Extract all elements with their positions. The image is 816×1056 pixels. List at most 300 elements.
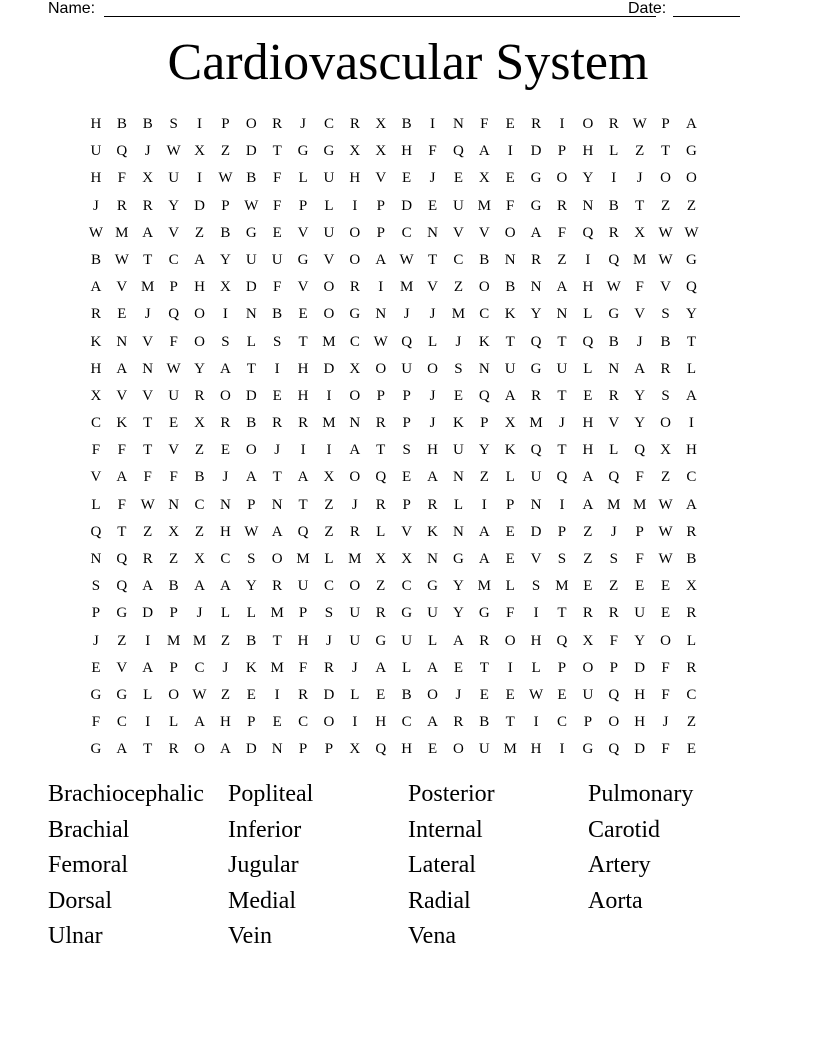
grid-letter: J <box>662 714 669 731</box>
grid-letter: D <box>634 741 646 758</box>
grid-letter: I <box>145 632 151 649</box>
grid-letter: U <box>582 686 594 703</box>
grid-letter: O <box>427 360 438 377</box>
grid-letter: L <box>583 360 593 377</box>
grid-letter: H <box>582 143 594 160</box>
grid-letter: O <box>323 306 335 323</box>
grid-letter: W <box>684 224 699 241</box>
grid-letter: X <box>504 415 516 432</box>
grid-letter: Z <box>686 197 697 214</box>
grid-letter: X <box>219 279 231 296</box>
grid-letter: R <box>142 197 153 214</box>
word-list-item: Jugular <box>228 852 299 879</box>
grid-row <box>83 277 731 304</box>
grid-letter: R <box>298 415 309 432</box>
grid-letter: T <box>272 632 282 649</box>
grid-letter: B <box>608 197 619 214</box>
grid-letter: U <box>452 442 464 459</box>
grid-letter: J <box>559 415 565 432</box>
grid-letter: B <box>246 170 257 187</box>
word-list-item: Aorta <box>588 887 643 914</box>
grid-row <box>83 141 731 168</box>
grid-letter: H <box>686 442 697 459</box>
grid-letter: G <box>323 143 335 160</box>
grid-letter: N <box>142 360 154 377</box>
grid-letter: A <box>116 741 128 758</box>
grid-letter: H <box>219 714 231 731</box>
grid-letter: R <box>168 741 179 758</box>
grid-letter: R <box>608 605 619 622</box>
grid-row <box>83 576 731 603</box>
grid-letter: P <box>247 714 256 731</box>
grid-letter: U <box>323 170 335 187</box>
grid-letter: R <box>375 415 386 432</box>
grid-letter: Z <box>169 551 179 567</box>
grid-letter: N <box>271 741 283 758</box>
grid-letter: U <box>478 741 490 758</box>
grid-letter: I <box>559 496 565 513</box>
word-list-item: Lateral <box>408 852 476 879</box>
grid-letter: Z <box>583 551 593 567</box>
grid-letter: L <box>531 659 541 676</box>
grid-row <box>83 359 731 386</box>
grid-letter: A <box>271 523 283 540</box>
grid-letter: M <box>477 578 491 595</box>
grid-letter: M <box>399 279 414 296</box>
grid-letter: T <box>686 333 697 350</box>
grid-letter: B <box>142 116 153 132</box>
grid-row <box>83 467 731 494</box>
grid-letter: A <box>194 714 205 731</box>
grid-letter: J <box>429 306 436 323</box>
grid-letter: Y <box>530 306 542 323</box>
grid-letter: R <box>194 387 205 404</box>
grid-letter: J <box>93 197 99 214</box>
grid-letter: P <box>298 741 308 758</box>
grid-letter: Q <box>608 686 620 703</box>
grid-letter: I <box>559 116 565 132</box>
grid-letter: C <box>90 415 101 432</box>
name-label: Name: <box>48 0 96 17</box>
grid-letter: I <box>507 143 513 160</box>
grid-letter: N <box>116 333 128 350</box>
grid-letter: A <box>686 116 697 132</box>
grid-letter: L <box>91 496 101 513</box>
grid-letter: U <box>401 360 413 377</box>
grid-letter: V <box>452 224 464 241</box>
grid-letter: O <box>245 116 257 132</box>
grid-letter: S <box>609 551 618 567</box>
grid-letter: V <box>116 387 128 404</box>
grid-letter: P <box>635 523 644 540</box>
grid-letter: N <box>427 551 438 567</box>
grid-letter: P <box>247 496 256 513</box>
grid-letter: B <box>90 251 101 268</box>
grid-letter: Q <box>686 279 697 296</box>
grid-letter: L <box>686 360 697 377</box>
grid-letter: H <box>297 387 309 404</box>
grid-letter: F <box>661 741 670 758</box>
grid-letter: T <box>143 442 153 459</box>
grid-letter: R <box>349 279 360 296</box>
grid-letter: E <box>169 415 179 432</box>
grid-letter: X <box>349 741 361 758</box>
grid-letter: Q <box>582 333 594 350</box>
grid-letter: Q <box>116 578 128 595</box>
grid-letter: A <box>427 714 438 731</box>
grid-row <box>83 332 731 359</box>
grid-letter: O <box>349 578 361 595</box>
grid-letter: E <box>479 686 489 703</box>
grid-letter: R <box>272 116 283 132</box>
grid-letter: W <box>218 170 233 187</box>
grid-letter: Y <box>245 578 257 595</box>
grid-letter: J <box>326 632 332 649</box>
grid-letter: A <box>219 578 231 595</box>
grid-letter: G <box>349 306 361 323</box>
grid-letter: B <box>220 224 231 241</box>
grid-letter: U <box>245 251 257 268</box>
grid-letter: A <box>349 442 361 459</box>
grid-letter: F <box>609 632 618 649</box>
grid-letter: E <box>402 469 412 486</box>
grid-letter: F <box>428 143 437 160</box>
grid-letter: L <box>686 632 697 649</box>
grid-letter: V <box>634 306 646 323</box>
grid-letter: K <box>90 333 102 350</box>
date-field[interactable] <box>673 16 740 17</box>
grid-letter: F <box>506 197 515 214</box>
grid-letter: E <box>272 387 282 404</box>
grid-letter: S <box>324 605 334 622</box>
grid-letter: V <box>116 279 128 296</box>
grid-letter: O <box>323 714 335 731</box>
grid-letter: Y <box>634 387 646 404</box>
grid-letter: G <box>452 551 464 567</box>
grid-row <box>83 685 731 712</box>
grid-letter: E <box>427 741 438 758</box>
name-field[interactable] <box>104 16 656 17</box>
grid-letter: X <box>168 523 180 540</box>
grid-letter: O <box>349 469 361 486</box>
grid-letter: U <box>530 469 542 486</box>
grid-letter: N <box>530 279 542 296</box>
grid-letter: N <box>219 496 231 513</box>
grid-row <box>83 223 731 250</box>
grid-letter: F <box>117 496 126 513</box>
grid-letter: U <box>349 632 361 649</box>
grid-letter: I <box>326 442 332 459</box>
grid-letter: P <box>480 415 489 432</box>
grid-letter: G <box>427 578 438 595</box>
grid-letter: I <box>481 496 487 513</box>
grid-letter: A <box>452 632 464 649</box>
grid-letter: T <box>272 469 282 486</box>
grid-letter: I <box>430 116 436 132</box>
grid-letter: B <box>168 578 179 595</box>
grid-letter: P <box>298 197 308 214</box>
grid-letter: B <box>272 306 283 323</box>
grid-letter: U <box>634 605 646 622</box>
grid-letter: V <box>116 659 128 676</box>
grid-letter: Z <box>376 578 386 595</box>
grid-letter: H <box>194 279 205 296</box>
grid-letter: M <box>477 197 491 214</box>
word-list-item: Radial <box>408 887 471 914</box>
grid-letter: N <box>556 306 568 323</box>
grid-letter: T <box>298 496 308 513</box>
grid-letter: E <box>246 686 256 703</box>
grid-letter: F <box>91 442 101 459</box>
grid-letter: A <box>297 469 309 486</box>
grid-letter: C <box>298 714 309 731</box>
grid-letter: M <box>166 632 181 649</box>
grid-letter: O <box>478 279 490 296</box>
grid-letter: J <box>455 333 462 350</box>
grid-letter: Y <box>452 605 464 622</box>
grid-letter: V <box>401 523 413 540</box>
grid-letter: I <box>300 442 306 459</box>
grid-letter: M <box>270 659 284 676</box>
grid-letter: O <box>194 333 205 350</box>
grid-letter: N <box>504 251 516 268</box>
grid-letter: K <box>245 659 257 676</box>
grid-letter: S <box>661 387 670 404</box>
grid-letter: Y <box>634 632 646 649</box>
grid-letter: E <box>427 197 438 214</box>
grid-letter: W <box>114 251 129 268</box>
grid-letter: A <box>194 578 205 595</box>
grid-letter: R <box>660 360 671 377</box>
grid-letter: P <box>376 224 385 241</box>
grid-letter: I <box>533 605 539 622</box>
grid-letter: Y <box>452 578 464 595</box>
grid-letter: A <box>219 741 231 758</box>
grid-letter: R <box>349 116 360 132</box>
grid-letter: P <box>221 116 230 132</box>
grid-letter: U <box>271 251 283 268</box>
grid-letter: T <box>557 605 567 622</box>
grid-letter: U <box>297 578 309 595</box>
grid-letter: L <box>324 551 334 567</box>
grid-letter: O <box>194 306 205 323</box>
grid-letter: S <box>402 442 411 459</box>
grid-letter: R <box>608 116 619 132</box>
grid-letter: L <box>609 442 619 459</box>
grid-letter: Q <box>556 469 568 486</box>
grid-row <box>83 603 731 630</box>
grid-letter: Y <box>634 415 646 432</box>
grid-letter: X <box>90 387 102 404</box>
grid-letter: X <box>478 170 490 187</box>
grid-letter: Z <box>479 469 489 486</box>
grid-letter: A <box>634 360 646 377</box>
grid-letter: J <box>144 306 151 323</box>
grid-letter: S <box>247 551 256 567</box>
grid-letter: K <box>116 415 128 432</box>
grid-letter: R <box>90 306 101 323</box>
grid-letter: C <box>168 251 179 268</box>
grid-letter: E <box>660 605 671 622</box>
grid-letter: K <box>427 523 438 540</box>
grid-letter: L <box>143 686 153 703</box>
grid-letter: P <box>324 741 334 758</box>
grid-letter: T <box>427 251 438 268</box>
grid-letter: R <box>116 197 127 214</box>
word-list-item: Brachiocephalic <box>48 781 204 807</box>
grid-letter: H <box>90 360 102 377</box>
grid-letter: Q <box>116 143 128 160</box>
grid-letter: O <box>219 387 231 404</box>
grid-letter: O <box>375 360 387 377</box>
grid-letter: N <box>478 360 490 377</box>
grid-letter: E <box>402 170 412 187</box>
grid-letter: J <box>222 659 229 676</box>
grid-letter: H <box>401 143 413 160</box>
grid-letter: B <box>608 333 619 350</box>
grid-letter: P <box>298 605 308 622</box>
grid-letter: L <box>402 659 412 676</box>
grid-letter: Z <box>660 469 671 486</box>
grid-letter: F <box>480 116 489 132</box>
grid-letter: M <box>348 551 362 567</box>
grid-letter: J <box>403 306 410 323</box>
header-row <box>48 0 740 20</box>
grid-letter: N <box>530 496 542 513</box>
grid-letter: T <box>505 333 515 350</box>
grid-letter: Q <box>116 551 128 567</box>
grid-letter: R <box>323 659 334 676</box>
grid-row <box>83 495 731 522</box>
grid-letter: V <box>323 251 335 268</box>
grid-letter: P <box>609 659 618 676</box>
grid-letter: U <box>504 360 516 377</box>
grid-letter: H <box>401 741 413 758</box>
grid-letter: K <box>452 415 464 432</box>
grid-letter: T <box>143 251 153 268</box>
grid-letter: A <box>427 659 438 676</box>
grid-letter: C <box>116 714 127 731</box>
grid-letter: C <box>401 714 412 731</box>
grid-letter: M <box>555 578 569 595</box>
grid-letter: B <box>246 632 257 649</box>
grid-letter: R <box>531 387 542 404</box>
grid-letter: Z <box>194 442 205 459</box>
grid-letter: O <box>608 714 620 731</box>
grid-letter: W <box>658 224 673 241</box>
grid-letter: M <box>296 551 310 567</box>
grid-letter: U <box>168 170 180 187</box>
grid-letter: E <box>272 714 282 731</box>
grid-letter: X <box>660 442 671 459</box>
grid-letter: C <box>220 551 231 567</box>
letter-grid <box>83 114 731 767</box>
grid-letter: B <box>686 551 697 567</box>
grid-row <box>83 522 731 549</box>
grid-letter: N <box>427 224 438 241</box>
grid-letter: Q <box>530 442 542 459</box>
grid-letter: Q <box>375 469 387 486</box>
grid-letter: H <box>582 279 594 296</box>
grid-letter: A <box>90 279 102 296</box>
grid-letter: F <box>506 605 515 622</box>
grid-letter: J <box>429 415 436 432</box>
grid-letter: A <box>504 387 516 404</box>
grid-letter: E <box>453 659 463 676</box>
grid-letter: V <box>90 469 102 486</box>
grid-row <box>83 413 731 440</box>
grid-letter: K <box>478 333 490 350</box>
grid-letter: L <box>298 170 308 187</box>
grid-letter: P <box>557 659 567 676</box>
grid-letter: C <box>556 714 567 731</box>
grid-letter: R <box>375 605 386 622</box>
grid-letter: B <box>116 116 127 132</box>
grid-letter: F <box>273 279 282 296</box>
grid-letter: V <box>297 224 309 241</box>
grid-letter: F <box>273 170 282 187</box>
grid-letter: T <box>557 442 567 459</box>
grid-letter: D <box>323 360 335 377</box>
grid-letter: N <box>245 306 257 323</box>
grid-letter: I <box>507 659 513 676</box>
grid-letter: Q <box>582 224 594 241</box>
word-list-item: Posterior <box>408 781 495 807</box>
grid-letter: O <box>582 659 594 676</box>
grid-letter: O <box>686 170 697 187</box>
grid-letter: Z <box>609 578 619 595</box>
grid-letter: R <box>427 496 438 513</box>
grid-row <box>83 168 731 195</box>
grid-letter: N <box>608 360 620 377</box>
grid-letter: X <box>375 116 387 132</box>
grid-letter: F <box>661 686 670 703</box>
grid-letter: P <box>169 279 178 296</box>
grid-letter: E <box>453 387 463 404</box>
grid-letter: H <box>582 442 594 459</box>
grid-letter: I <box>352 197 358 214</box>
grid-letter: B <box>660 333 671 350</box>
grid-letter: X <box>582 632 594 649</box>
grid-letter: V <box>660 279 671 296</box>
grid-letter: R <box>608 224 619 241</box>
grid-letter: D <box>530 523 542 540</box>
grid-letter: M <box>632 251 647 268</box>
grid-letter: T <box>479 659 489 676</box>
grid-letter: D <box>245 741 257 758</box>
grid-letter: D <box>530 143 542 160</box>
grid-letter: A <box>478 551 490 567</box>
grid-letter: Q <box>478 387 490 404</box>
grid-letter: T <box>557 387 567 404</box>
grid-letter: X <box>323 469 335 486</box>
word-list-item: Brachial <box>48 816 130 843</box>
word-list-item: Carotid <box>588 816 660 843</box>
grid-letter: X <box>349 360 361 377</box>
grid-letter: Y <box>478 442 490 459</box>
grid-letter: H <box>582 415 594 432</box>
grid-letter: J <box>429 170 436 187</box>
grid-letter: E <box>583 578 593 595</box>
grid-letter: F <box>661 659 670 676</box>
grid-letter: X <box>194 143 205 160</box>
grid-letter: M <box>322 415 336 432</box>
grid-letter: P <box>557 143 567 160</box>
grid-letter: H <box>634 714 646 731</box>
grid-letter: O <box>582 116 594 132</box>
grid-letter: N <box>168 496 180 513</box>
grid-letter: A <box>427 469 438 486</box>
